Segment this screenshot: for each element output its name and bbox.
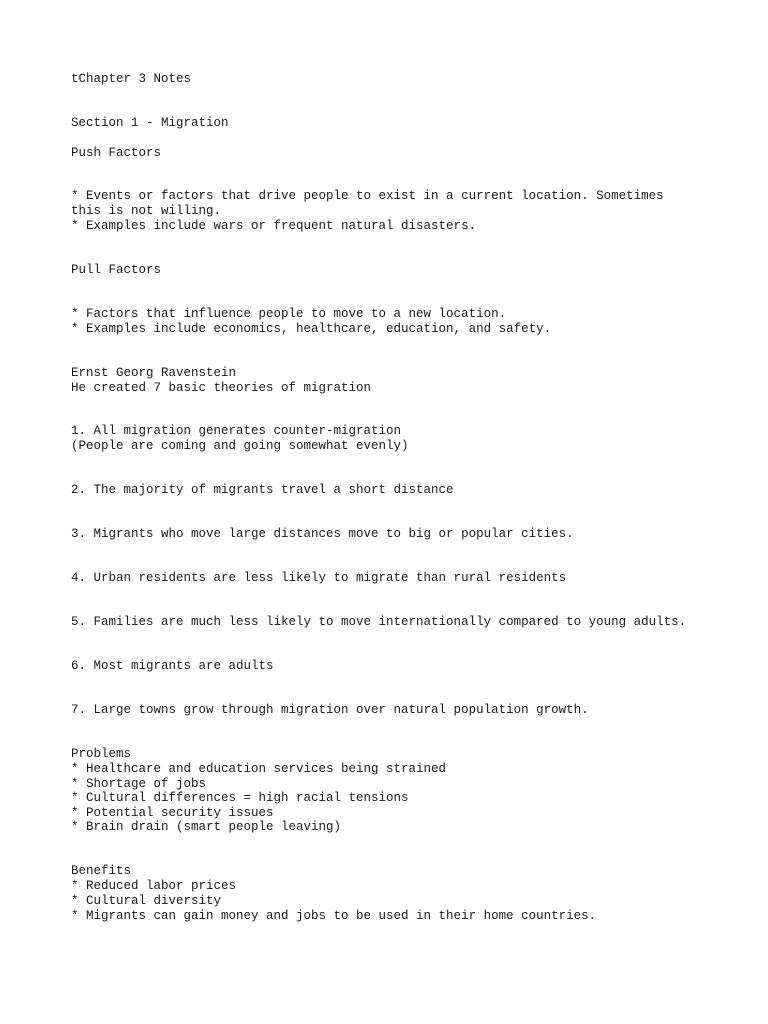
problems-item: * Cultural differences = high racial tensions: [71, 791, 409, 805]
pull-factors-line: * Factors that influence people to move to a new location.: [71, 307, 507, 321]
problems-item: * Healthcare and education services being strained: [71, 762, 447, 776]
push-factors-line: * Events or factors that drive people to exist in a current location. Sometimes: [71, 189, 664, 203]
theory-line: 7. Large towns grow through migration over natural population growth.: [71, 703, 589, 717]
problems-item: * Brain drain (smart people leaving): [71, 820, 342, 834]
theory-line: (People are coming and going somewhat evenly): [71, 439, 409, 453]
theory-line: 4. Urban residents are less likely to migrate than rural residents: [71, 571, 567, 585]
pull-factors-heading: Pull Factors: [71, 263, 162, 277]
push-factors-line: this is not willing.: [71, 204, 222, 218]
theory-line: 2. The majority of migrants travel a short distance: [71, 483, 454, 497]
theory-line: 3. Migrants who move large distances move to big or popular cities.: [71, 527, 574, 541]
benefits-item: * Cultural diversity: [71, 894, 222, 908]
problems-item: * Potential security issues: [71, 806, 274, 820]
push-factors-heading: Push Factors: [71, 146, 162, 160]
problems-item: * Shortage of jobs: [71, 777, 207, 791]
benefits-item: * Reduced labor prices: [71, 879, 237, 893]
ravenstein-intro: He created 7 basic theories of migration: [71, 381, 372, 395]
theory-line: 1. All migration generates counter-migration: [71, 424, 402, 438]
problems-heading: Problems: [71, 747, 132, 761]
pull-factors-line: * Examples include economics, healthcare, education, and safety.: [71, 322, 552, 336]
benefits-heading: Benefits: [71, 864, 132, 878]
document-title: tChapter 3 Notes: [71, 72, 192, 86]
theory-line: 5. Families are much less likely to move internationally compared to young adults.: [71, 615, 687, 629]
push-factors-line: * Examples include wars or frequent natural disasters.: [71, 219, 477, 233]
benefits-item: * Migrants can gain money and jobs to be used in their home countries.: [71, 909, 597, 923]
theory-line: 6. Most migrants are adults: [71, 659, 274, 673]
ravenstein-name: Ernst Georg Ravenstein: [71, 366, 237, 380]
section-heading: Section 1 - Migration: [71, 116, 229, 130]
